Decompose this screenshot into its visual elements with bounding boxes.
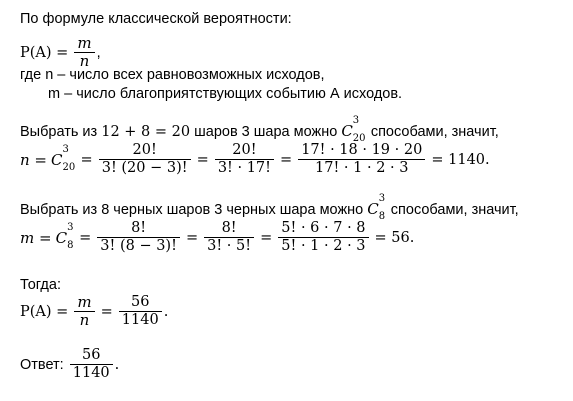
- then-lhs: P(A) =: [20, 303, 69, 320]
- then-label: Тогда:: [20, 277, 61, 293]
- formula-fraction: [74, 35, 94, 70]
- formula-denominator: n: [79, 52, 90, 70]
- then-fraction-2: [119, 294, 162, 329]
- step1-eq-combination: [51, 143, 76, 173]
- then-fraction-1: [74, 294, 94, 329]
- step2-f3-num: 5! · 6 · 7 · 8: [278, 220, 368, 238]
- step1-fraction-3: [298, 142, 425, 177]
- step2-f2-den: 3! · 5!: [207, 238, 252, 254]
- step1-c-sub: 20: [352, 133, 366, 144]
- step1-f1-num: 20!: [99, 142, 191, 160]
- step1-c-sup: 3: [352, 115, 360, 126]
- step2-fraction-3: [278, 220, 368, 255]
- step1-combination: [341, 115, 366, 144]
- step2-f1-den: 3! (8 − 3)!: [100, 238, 177, 254]
- probability-formula: [20, 35, 101, 70]
- step1-eq3: =: [280, 151, 293, 168]
- step2-result: = 56.: [374, 229, 415, 246]
- answer-label: Ответ:: [20, 356, 64, 373]
- step1-text-c: способами, значит,: [370, 124, 499, 140]
- where-n-line: [20, 66, 325, 84]
- step1-fraction-1: [99, 142, 191, 177]
- step2-c-sub: 8: [378, 211, 386, 222]
- then-f2-den: 1140: [121, 312, 159, 328]
- step2-equation: [20, 220, 414, 255]
- step1-eq-c-sup: 3: [62, 143, 69, 155]
- then-tail: .: [163, 303, 169, 320]
- step2-eq-c-symbol: C: [55, 228, 68, 247]
- step1-text-a: Выбрать из: [20, 124, 98, 140]
- step1-f2-num: 20!: [215, 142, 274, 160]
- step1-f1-den: 3! (20 − 3)!: [101, 160, 188, 176]
- step2-eq-combination: [55, 221, 74, 251]
- where-n-text: число всех равновозможных исходов,: [69, 67, 325, 83]
- step1-f3-den: 17! · 1 · 2 · 3: [315, 160, 409, 176]
- step2-f1-num: 8!: [97, 220, 180, 238]
- answer-num: 56: [70, 347, 113, 365]
- step1-text: [20, 115, 499, 144]
- step2-combination: [367, 193, 386, 222]
- then-f1-num: m: [74, 294, 94, 312]
- where-n-label: где n –: [20, 67, 66, 83]
- step2-f2-num: 8!: [204, 220, 254, 238]
- step2-text-a: Выбрать из 8 черных шаров 3 черных шара можно: [20, 202, 364, 218]
- step2-eq3: =: [260, 229, 273, 246]
- formula-lhs: P(A) =: [20, 44, 69, 61]
- where-m-text: число благоприятствующих событию А исходов.: [76, 86, 403, 102]
- step1-lhs: n =: [20, 150, 47, 169]
- step2-c-sup: 3: [378, 193, 386, 204]
- step1-eq-c-symbol: C: [51, 150, 63, 169]
- step1-eq-c-sub: 20: [62, 161, 76, 173]
- where-m-line: [48, 85, 402, 103]
- step1-c-symbol: C: [341, 122, 353, 140]
- step2-eq-c-sup: 3: [67, 221, 74, 233]
- step2-fraction-1: [97, 220, 180, 255]
- then-eq: =: [100, 303, 113, 320]
- step1-f3-num: 17! · 18 · 19 · 20: [298, 142, 425, 160]
- answer-den: 1140: [72, 365, 110, 381]
- answer-tail: .: [114, 356, 120, 373]
- step1-text-b: шаров 3 шара можно: [194, 124, 338, 140]
- then-f2-num: 56: [119, 294, 162, 312]
- then-f1-den: n: [79, 311, 90, 329]
- where-m-label: m –: [48, 86, 73, 102]
- step1-eq1: =: [80, 151, 93, 168]
- step2-text-c: способами, значит,: [390, 202, 519, 218]
- step1-fraction-2: [215, 142, 274, 177]
- intro-text: По формуле классической вероятности:: [20, 11, 292, 27]
- answer-fraction: [70, 347, 113, 382]
- step1-result: = 1140.: [431, 151, 490, 168]
- step2-eq2: =: [185, 229, 199, 246]
- formula-tail: ,: [96, 44, 101, 61]
- step2-eq-c-sub: 8: [67, 239, 74, 251]
- step2-lhs: m =: [20, 228, 52, 247]
- step2-c-symbol: C: [367, 200, 379, 218]
- step2-fraction-2: [204, 220, 254, 255]
- step2-f3-den: 5! · 1 · 2 · 3: [281, 238, 366, 254]
- step1-equation: [20, 142, 490, 177]
- formula-numerator: m: [74, 35, 94, 53]
- step1-expr: 12 + 8 = 20: [101, 124, 191, 140]
- step2-text: [20, 193, 519, 222]
- step1-eq2: =: [196, 151, 209, 168]
- step2-eq1: =: [79, 229, 92, 246]
- answer-line: [20, 347, 119, 382]
- step1-f2-den: 3! · 17!: [217, 160, 271, 176]
- then-equation: [20, 294, 168, 329]
